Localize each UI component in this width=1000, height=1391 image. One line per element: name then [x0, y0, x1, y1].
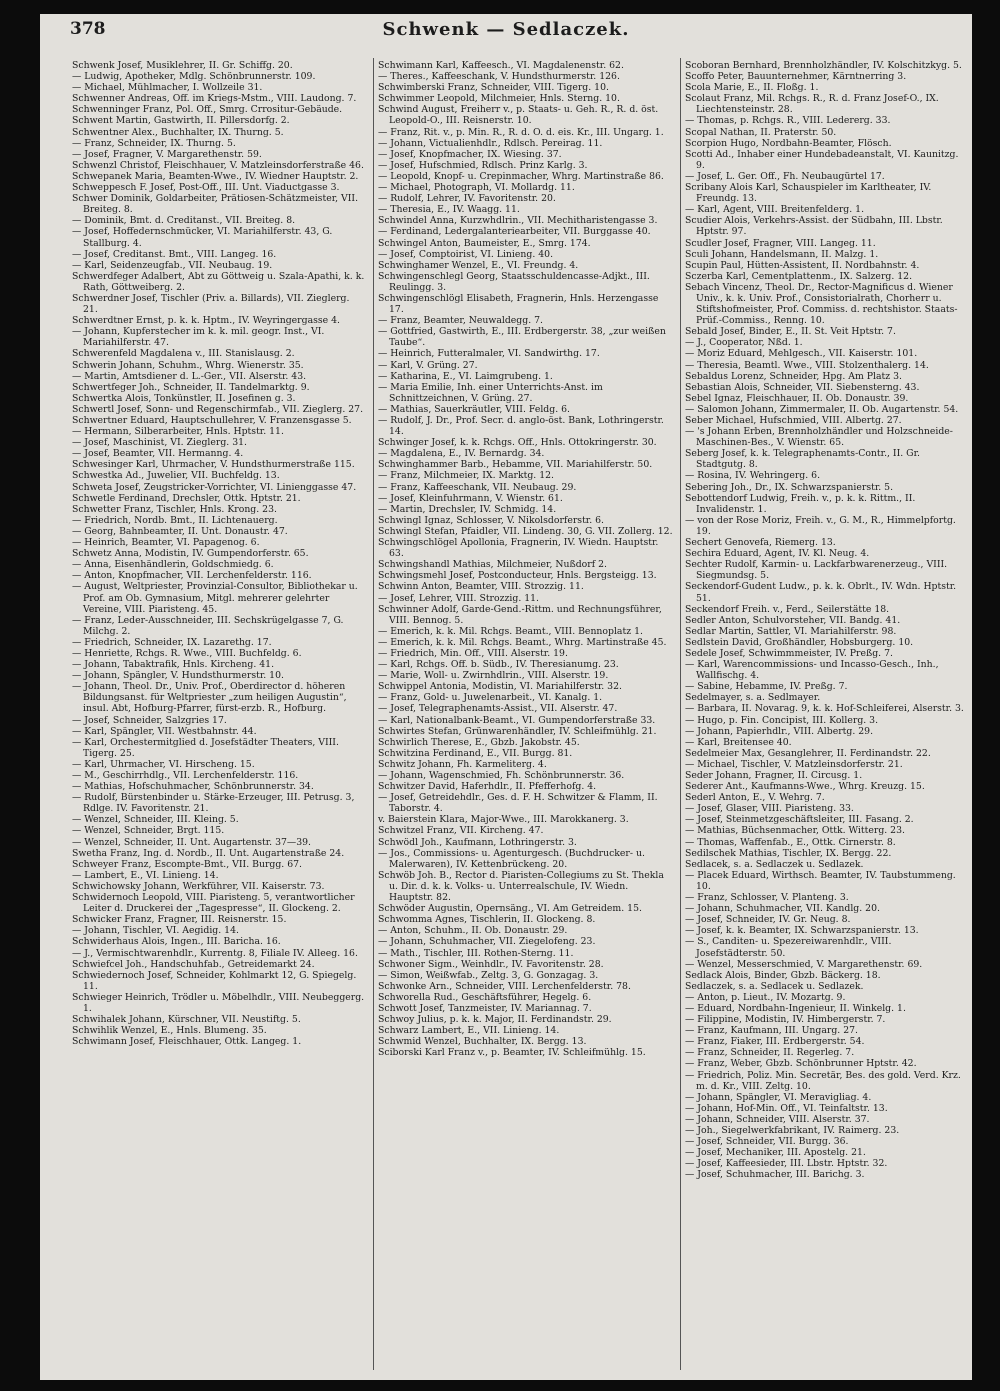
directory-entry: — Filippine, Modistin, IV. Himbergerstr. 7.: [685, 1014, 886, 1026]
directory-entry: Schwerdtner Ernst, p. k. k. Hptm., IV. Weyringergasse 4.: [72, 315, 340, 327]
directory-entry: — Karl, Breitensee 40.: [685, 736, 792, 748]
directory-entry: — Michael, Tischler, V. Matzleinsdorferstr. 21.: [685, 758, 903, 770]
directory-entry: — Josef, Maschinist, VI. Zieglerg. 31.: [72, 437, 247, 449]
directory-entry: — Johann, Tischler, VI. Aegidig. 14.: [72, 925, 239, 937]
directory-entry: Sebald Josef, Binder, E., II. St. Veit Hptstr. 7.: [685, 326, 896, 338]
directory-entry: — Josef, L. Ger. Off., Fh. Neubaugürtel 17.: [685, 170, 885, 182]
directory-entry: Schwingl Stefan, Pfaidler, VII. Lindeng. 30, G. VII. Zollerg. 12.: [378, 525, 673, 537]
directory-entry: Schwimberski Franz, Schneider, VIII. Tigerg. 10.: [378, 82, 609, 94]
directory-entry: Schwirtes Stefan, Grünwarenhändler, IV. Schleifmühlg. 21.: [378, 725, 657, 737]
directory-entry: — Michael, Mühlmacher, I. Wollzeile 31.: [72, 82, 263, 94]
directory-entry: Schwetz Anna, Modistin, IV. Gumpendorferstr. 65.: [72, 548, 309, 560]
directory-entry: — Franz, Kaffeeschank, VII. Neubaug. 29.: [378, 481, 577, 493]
directory-entry: Schwertka Alois, Tonkünstler, II. Josefinen g. 3.: [72, 392, 296, 404]
directory-entry: — Rudolf, J. Dr., Prof. Secr. d. anglo-öst. Bank, Lothringerstr. 14.: [378, 415, 664, 438]
directory-entry: — Karl, Orchestermitglied d. Josefstädter Theaters, VIII. Tigerg. 25.: [72, 736, 339, 759]
directory-entry: — Anna, Eisenhändlerin, Goldschmiedg. 6.: [72, 559, 274, 571]
directory-entry: — Moriz Eduard, Mehlgesch., VII. Kaiserstr. 101.: [685, 348, 918, 360]
directory-entry: — J., Vermischtwarenhdlr., Kurrentg. 8, Filiale IV. Alleeg. 16.: [72, 947, 358, 959]
directory-entry: Sedlar Martin, Sattler, VI. Mariahilferstr. 98.: [685, 625, 897, 637]
directory-entry: Schwichowsky Johann, Werkführer, VII. Kaiserstr. 73.: [72, 880, 325, 892]
directory-entry: Scolaut Franz, Mil. Rchgs. R., R. d. Franz Josef-O., IX. Liechtensteinstr. 28.: [685, 93, 939, 116]
directory-entry: Schweppesch F. Josef, Post-Off., III. Unt. Viaductgasse 3.: [72, 182, 340, 194]
directory-entry: Sebering Joh., Dr., IX. Schwarzspanierstr. 5.: [685, 481, 894, 493]
directory-entry: Schwitzer David, Haferhdlr., II. Pfefferhofg. 4.: [378, 781, 597, 793]
page-header: [40, 14, 972, 50]
directory-entry: Schwitzina Ferdinand, E., VII. Burgg. 81.: [378, 747, 573, 759]
directory-entry: — Georg, Bahnbeamter, II. Unt. Donaustr. 47.: [72, 525, 288, 537]
directory-entry: Schwmid Wenzel, Buchhalter, IX. Bergg. 13.: [378, 1036, 587, 1048]
directory-entry: Sebaldus Lorenz, Schneider, Hpg. Am Platz 3.: [685, 370, 902, 382]
directory-entry: — Josef, Schneider, IV. Gr. Neug. 8.: [685, 914, 851, 926]
directory-entry: — Martin, Drechsler, IV. Schmidg. 14.: [378, 503, 557, 515]
directory-entry: Schwenner Andreas, Off. im Kriegs-Mstm., VIII. Laudong. 7.: [72, 93, 357, 105]
directory-entry: — J., Cooperator, Nßd. 1.: [685, 337, 803, 349]
directory-entry: — Math., Tischler, III. Rothen-Sterng. 11.: [378, 947, 574, 959]
directory-entry: Schwerenfeld Magdalena v., III. Stanislausg. 2.: [72, 348, 295, 360]
directory-entry: — Franz, Milchmeier, IX. Marktg. 12.: [378, 470, 554, 482]
directory-entry: — Johann, Spängler, VI. Meravigliag. 4.: [685, 1091, 872, 1103]
directory-entry: Schwent Martin, Gastwirth, II. Pillersdorfg. 2.: [72, 115, 290, 127]
directory-entry: — August, Weltpriester, Provinzial-Consultor, Bibliothekar u. Prof. am Ob. Gymnasium, Mitgl. mehrerer gelehrter Vereine, VIII. Piaristeng. 45.: [72, 581, 358, 615]
directory-entry: Scola Marie, E., II. Floßg. 1.: [685, 82, 819, 94]
directory-entry: Schwenzl Christof, Fleischhauer, V. Matzleinsdorferstraße 46.: [72, 159, 364, 171]
directory-entry: Schwitzel Franz, VII. Kircheng. 47.: [378, 825, 544, 837]
directory-entry: Sedelmeier Max, Gesanglehrer, II. Ferdinandstr. 22.: [685, 747, 931, 759]
directory-entry: Schwitz Johann, Fh. Karmeliterg. 4.: [378, 758, 547, 770]
directory-entry: — Thomas, Waffenfab., E., Ottk. Cirnerstr. 8.: [685, 836, 896, 848]
directory-entry: Sechert Genovefa, Riemerg. 13.: [685, 537, 836, 549]
directory-entry: — Josef, Schneider, Salzgries 17.: [72, 714, 227, 726]
directory-entry: Schwimann Karl, Kaffeesch., VI. Magdalenenstr. 62.: [378, 60, 624, 71]
directory-entry: Schwöb Joh. B., Rector d. Piaristen-Collegiums zu St. Thekla u. Dir. d. k. k. Volks- u. Unterrealschule, IV. Wiedn. Hauptstr. 82.: [378, 869, 664, 904]
directory-entry: Schwindel Anna, Kurzwhdlrin., VII. Mechitharistengasse 3.: [378, 215, 658, 227]
directory-entry: Sederl Anton, E., V. Wehrg. 7.: [685, 792, 825, 804]
directory-entry: Schwoner Sigm., Weinhdlr., IV. Favoritenstr. 28.: [378, 958, 604, 970]
directory-entry: Schwimann Josef, Fleischhauer, Ottk. Langeg. 1.: [72, 1036, 302, 1048]
directory-entry: Sedlaczek, s. a. Sedlacek u. Sedlazek.: [685, 980, 864, 992]
directory-entry: — Theres., Kaffeeschank, V. Hundsthurmerstr. 126.: [378, 71, 620, 83]
directory-entry: Schwirlich Therese, E., Gbzb. Jakobstr. 45.: [378, 736, 580, 748]
directory-entry: — Anton, Schuhm., II. Ob. Donaustr. 29.: [378, 925, 568, 937]
directory-entry: — Salomon Johann, Zimmermaler, II. Ob. Augartenstr. 54.: [685, 403, 959, 415]
directory-entry: — Placek Eduard, Wirthsch. Beamter, IV. Taubstummeng. 10.: [685, 869, 956, 892]
directory-entry: — Ferdinand, Ledergalanteriearbeiter, VII. Burggasse 40.: [378, 226, 651, 238]
directory-entry: Sedelmayer, s. a. Sedlmayer.: [685, 692, 821, 704]
directory-entry: — Martin, Amtsdiener d. L.-Ger., VII. Alserstr. 43.: [72, 370, 307, 382]
directory-entry: — Josef, Knopfmacher, IX. Wiesing. 37.: [378, 148, 562, 160]
directory-entry: — Karl, Seidenzeugfab., VII. Neubaug. 19.: [72, 259, 273, 271]
directory-entry: Schwingenschlögl Elisabeth, Fragnerin, Hnls. Herzengasse 17.: [378, 292, 659, 316]
directory-entry: — Friedrich, Poliz. Min. Secretär, Bes. des gold. Verd. Krz. m. d. Kr., VIII. Zeltg. 10.: [685, 1069, 961, 1092]
directory-entry: — Gottfried, Gastwirth, E., III. Erdbergerstr. 38, „zur weißen Taube“.: [378, 326, 666, 349]
directory-entry: v. Baierstein Klara, Major-Wwe., III. Marokkanerg. 3.: [378, 814, 629, 826]
directory-entry: — S., Canditen- u. Spezereiwarenhdlr., VIII. Josefstädterstr. 50.: [685, 936, 892, 959]
directory-entry: Schwingshandl Mathias, Milchmeier, Nußdorf 2.: [378, 559, 607, 571]
directory-entry: — Franz, Rit. v., p. Min. R., R. d. O. d. eis. Kr., III. Ungarg. 1.: [378, 126, 664, 138]
directory-entry: Schwingl Ignaz, Schlosser, V. Nikolsdorferstr. 6.: [378, 514, 605, 526]
directory-entry: Sederer Ant., Kaufmanns-Wwe., Whrg. Kreuzg. 15.: [685, 781, 925, 793]
directory-entry: Schwerdner Josef, Tischler (Priv. a. Billards), VII. Zieglerg. 21.: [72, 292, 350, 316]
directory-entry: Schwetle Ferdinand, Drechsler, Ottk. Hptstr. 21.: [72, 492, 301, 504]
directory-entry: — Johann, Spängler, V. Hundsthurmerstr. 10.: [72, 670, 284, 682]
directory-entry: — Emerich, k. k. Mil. Rchgs. Beamt., Whrg. Martinstraße 45.: [378, 636, 667, 648]
directory-entry: Scorpion Hugo, Nordbahn-Beamter, Flösch.: [685, 137, 892, 149]
directory-entry: — Johann, Wagenschmied, Fh. Schönbrunnerstr. 36.: [378, 770, 625, 781]
directory-entry: Schwinghammer Barb., Hebamme, VII. Mariahilferstr. 50.: [378, 459, 653, 471]
directory-entry: Swetha Franz, Ing. d. Nordb., II. Unt. Augartenstraße 24.: [72, 847, 345, 859]
directory-entry: — Josef, Lehrer, VIII. Strozzig. 11.: [378, 592, 540, 604]
directory-entry: — Josef, Comptoirist, VI. Linieng. 40.: [378, 248, 554, 260]
directory-entry: — Anton, p. Lieut., IV. Mozartg. 9.: [685, 991, 846, 1003]
directory-entry: Schwott Josef, Tanzmeister, IV. Mariannag. 7.: [378, 1002, 592, 1014]
directory-entry: — Johann, Tabaktrafik, Hnls. Kircheng. 41.: [72, 659, 275, 671]
directory-entry: — Simon, Weißwfab., Zeltg. 3, G. Gonzagag. 3.: [378, 969, 599, 981]
directory-entry: — Franz, Gold- u. Juwelenarbeit., VI. Kanalg. 1.: [378, 692, 603, 704]
directory-entry: — Johann, Victualienhdlr., Rdlsch. Pereirag. 11.: [378, 137, 603, 149]
directory-entry: Schwinger Josef, k. k. Rchgs. Off., Hnls. Ottokringerstr. 30.: [378, 437, 657, 449]
directory-entry: Scudler Josef, Fragner, VIII. Langeg. 11.: [685, 237, 876, 249]
directory-entry: — Friedrich, Min. Off., VIII. Alserstr. 19.: [378, 647, 568, 659]
directory-entry: Schwentner Alex., Buchhalter, IX. Thurng. 5.: [72, 126, 284, 138]
directory-entry: — Mathias, Büchsenmacher, Ottk. Witterg. 23.: [685, 825, 905, 837]
directory-entry: — von der Rose Moriz, Freih. v., G. M., R., Himmelpfortg. 19.: [685, 514, 956, 537]
directory-entry: — Johann, Schneider, VIII. Alserstr. 37.: [685, 1113, 870, 1125]
directory-entry: Schwihalek Johann, Kürschner, VII. Neustiftg. 5.: [72, 1014, 301, 1026]
directory-entry: — Johann, Theol. Dr., Univ. Prof., Oberdirector d. höheren Bildungsanst. für Weltpriester „zum heiligen Augustin“, insul. Abt, Hofburg-Pfarrer, fürst-erzb. R., Hofburg.: [72, 681, 347, 715]
directory-entry: — Karl, Spängler, VII. Westbahnstr. 44.: [72, 725, 257, 737]
directory-entry: — Jos., Commissions- u. Agenturgesch. (Buchdrucker- u. Malerwaren), IV. Kettenbrückeng. 20.: [378, 847, 645, 870]
directory-entry: — Josef, Telegraphenamts-Assist., VII. Alserstr. 47.: [378, 703, 618, 715]
directory-entry: Schwomma Agnes, Tischlerin, II. Glockeng. 8.: [378, 914, 596, 926]
directory-entry: — Henriette, Rchgs. R. Wwe., VIII. Buchfeldg. 6.: [72, 647, 302, 659]
directory-entry: Schwetter Franz, Tischler, Hnls. Krong. 23.: [72, 503, 277, 515]
directory-entry: Schwesinger Karl, Uhrmacher, V. Hundsthurmerstraße 115.: [72, 459, 355, 471]
directory-entry: Schwenk Josef, Musiklehrer, II. Gr. Schiffg. 20.: [72, 60, 293, 71]
directory-entry: — Karl, V. Grüng. 27.: [378, 359, 478, 371]
directory-entry: — Anton, Knopfmacher, VII. Lerchenfelderstr. 116.: [72, 570, 312, 582]
directory-entry: Sedlacek, s. a. Sedlaczek u. Sedlazek.: [685, 858, 864, 870]
directory-entry: Schwertfeger Joh., Schneider, II. Tandelmarktg. 9.: [72, 381, 310, 393]
directory-entry: — M., Geschirrhdlg., VII. Lerchenfelderstr. 116.: [72, 770, 299, 781]
directory-entry: Sedilschek Mathias, Tischler, IX. Bergg. 22.: [685, 847, 892, 859]
directory-entry: — Josef, Beamter, VII. Hermanng. 4.: [72, 448, 244, 460]
directory-entry: — Leopold, Knopf- u. Crepinmacher, Whrg. Martinstraße 86.: [378, 170, 664, 182]
directory-entry: — Wenzel, Schneider, III. Kleing. 5.: [72, 814, 239, 826]
directory-entry: — Josef, Schneider, VII. Burgg. 36.: [685, 1136, 849, 1148]
directory-entry: Schwingschlögel Apollonia, Fragnerin, IV. Wiedn. Hauptstr. 63.: [378, 537, 659, 560]
directory-entry: Schwicker Franz, Fragner, III. Reisnerstr. 15.: [72, 914, 287, 926]
directory-entry: — Josef, Schuhmacher, III. Barichg. 3.: [685, 1169, 865, 1181]
directory-entry: — Wenzel, Schneider, II. Unt. Augartenstr. 37—39.: [72, 836, 311, 848]
directory-entry: — Josef, Hufschmied, Rdlsch. Prinz Karlg. 3.: [378, 159, 588, 171]
directory-entry: — Mathias, Hofschuhmacher, Schönbrunnerstr. 34.: [72, 781, 314, 793]
directory-entry: Sciborski Karl Franz v., p. Beamter, IV. Schleifmühlg. 15.: [378, 1047, 646, 1059]
directory-entry: Schwiefcel Joh., Handschuhfab., Getreidemarkt 24.: [72, 958, 315, 970]
directory-entry: — Friedrich, Schneider, IX. Lazarethg. 17.: [72, 636, 272, 648]
directory-entry: Schwinghamer Wenzel, E., VI. Freundg. 4.: [378, 259, 579, 271]
directory-entry: — Barbara, II. Novarag. 9, k. k. Hof-Schleiferei, Alserstr. 3.: [685, 703, 964, 715]
directory-entry: Schwidernoch Leopold, VIII. Piaristeng. 5, verantwortlicher Leiter d. Druckerei der „Tagespresse“, II. Glockeng. 2.: [72, 892, 355, 915]
directory-entry: — Theresia, Beamtl. Wwe., VIII. Stolzenthalerg. 14.: [685, 359, 929, 371]
directory-entry: Scribany Alois Karl, Schauspieler im Karltheater, IV. Freundg. 13.: [685, 182, 932, 205]
directory-entry: — Josef, Glaser, VIII. Piaristeng. 33.: [685, 803, 854, 815]
directory-entry: — Karl, Agent, VIII. Breitenfelderg. 1.: [685, 204, 865, 216]
directory-entry: — Franz, Schneider, II. Regerleg. 7.: [685, 1047, 855, 1059]
directory-entry: Schwinner Adolf, Garde-Gend.-Rittm. und Rechnungsführer, VIII. Bennog. 5.: [378, 603, 662, 626]
directory-entry: — Josef, k. k. Beamter, IX. Schwarzspanierstr. 13.: [685, 925, 919, 937]
directory-entry: Schwerin Johann, Schuhm., Whrg. Wienerstr. 35.: [72, 359, 304, 371]
directory-entry: — Josef, Kleinfuhrmann, V. Wienstr. 61.: [378, 492, 563, 504]
directory-entry: Schwarz Lambert, E., VII. Linieng. 14.: [378, 1025, 560, 1037]
directory-entry: Seder Johann, Fragner, II. Circusg. 1.: [685, 770, 863, 781]
directory-entry: Sebach Vincenz, Theol. Dr., Rector-Magnificus d. Wiener Univ., k. k. Univ. Prof., Consistorialrath, Chorherr u. Stiftshofmeister, Prof. Commiss. d. rechtshistor. Staats-Prüf.-Commiss., Renng. 10.: [685, 281, 958, 327]
directory-entry: Scopal Nathan, II. Praterstr. 50.: [685, 126, 837, 138]
directory-entry: Schwihlik Wenzel, E., Hnls. Blumeng. 35.: [72, 1025, 267, 1037]
directory-entry: Schwerdfeger Adalbert, Abt zu Göttweig u. Szala-Apathi, k. k. Rath, Göttweiberg. 2.: [72, 270, 365, 293]
column-3: [685, 60, 965, 1368]
directory-entry: Schwind August, Freiherr v., p. Staats- u. Geh. R., R. d. öst. Leopold-O., III. Reisnerstr. 10.: [378, 104, 659, 127]
directory-entry: Schwingel Anton, Baumeister, E., Smrg. 174.: [378, 237, 591, 249]
directory-entry: Sedele Josef, Schwimmmeister, IV. Preßg. 7.: [685, 647, 893, 659]
directory-entry: Schwimmer Leopold, Milchmeier, Hnls. Sterng. 10.: [378, 93, 620, 105]
directory-entry: Schwingsmehl Josef, Postconducteur, Hnls. Bergsteigg. 13.: [378, 570, 657, 582]
directory-entry: — Josef, Getreidehdlr., Ges. d. F. H. Schwitzer & Flamm, II. Taborstr. 4.: [378, 792, 658, 815]
directory-entry: Schwoy Julius, p. k. k. Major, II. Ferdinandstr. 29.: [378, 1014, 612, 1026]
directory-entry: Sechter Rudolf, Karmin- u. Lackfarbwarenerzeug., VIII. Siegmundsg. 5.: [685, 559, 948, 582]
directory-entry: Schwiderhaus Alois, Ingen., III. Baricha. 16.: [72, 936, 281, 948]
directory-entry: Schworella Rud., Geschäftsführer, Hegelg. 6.: [378, 991, 592, 1003]
column-divider: [680, 58, 681, 1370]
directory-entry: Schwepanek Maria, Beamten-Wwe., IV. Wiedner Hauptstr. 2.: [72, 170, 359, 182]
directory-entry: — Maria Emilie, Inh. einer Unterrichts-Anst. im Schnittzeichnen, V. Grüng. 27.: [378, 381, 603, 404]
directory-page: [40, 14, 972, 1380]
directory-entry: Seber Michael, Hufschmied, VIII. Albertg. 27.: [685, 415, 902, 426]
directory-entry: — Emerich, k. k. Mil. Rchgs. Beamt., VIII. Bennoplatz 1.: [378, 625, 643, 637]
directory-entry: — Hermann, Silberarbeiter, Hnls. Hptstr. 11.: [72, 426, 284, 438]
directory-entry: — Dominik, Bmt. d. Creditanst., VII. Breiteg. 8.: [72, 215, 296, 227]
directory-entry: — Karl, Rchgs. Off. b. Südb., IV. Theresianumg. 23.: [378, 659, 619, 671]
directory-entry: Scudier Alois, Verkehrs-Assist. der Südbahn, III. Lbstr. Hptstr. 97.: [685, 215, 943, 238]
column-divider: [373, 58, 374, 1370]
directory-entry: Sculi Johann, Handelsmann, II. Malzg. 1.: [685, 248, 879, 260]
directory-entry: — Lambert, E., VI. Linieng. 14.: [72, 869, 219, 881]
directory-entry: Schweta Josef, Zeugstricker-Vorrichter, VI. Linienggasse 47.: [72, 481, 357, 493]
directory-entry: — Franz, Leder-Ausschneider, III. Sechskrügelgasse 7, G. Milchg. 2.: [72, 614, 344, 637]
directory-entry: Schwödl Joh., Kaufmann, Lothringerstr. 3.: [378, 836, 577, 848]
directory-entry: — Wenzel, Schneider, Brgt. 115.: [72, 825, 225, 837]
directory-entry: — Katharina, E., VI. Laimgrubeng. 1.: [378, 370, 553, 382]
directory-entry: — Josef, Hoffedernschmücker, VI. Mariahilferstr. 43, G. Stallburg. 4.: [72, 226, 333, 249]
directory-entry: — Theresia, E., IV. Waagg. 11.: [378, 204, 520, 216]
directory-entry: — Johann, Papierhdlr., VIII. Albertg. 29.: [685, 725, 874, 737]
directory-entry: Sedlstein David, Großhändler, Hobsburgerg. 10.: [685, 636, 914, 648]
directory-entry: Sedler Anton, Schulvorsteher, VII. Bandg. 41.: [685, 614, 901, 626]
directory-entry: — Josef, Kaffeesieder, III. Lbstr. Hptstr. 32.: [685, 1158, 888, 1170]
directory-entry: — Karl, Uhrmacher, VI. Hirscheng. 15.: [72, 758, 255, 770]
directory-entry: Sebottendorf Ludwig, Freih. v., p. k. k. Rittm., II. Invalidenstr. 1.: [685, 492, 916, 515]
directory-entry: — Ludwig, Apotheker, Mdlg. Schönbrunnerstr. 109.: [72, 71, 316, 83]
directory-entry: Schwippel Antonia, Modistin, VI. Mariahilferstr. 32.: [378, 681, 622, 693]
column-1: [72, 60, 367, 1368]
directory-entry: Sebel Ignaz, Fleischhauer, II. Ob. Donaustr. 39.: [685, 392, 909, 404]
directory-entry: Sczerba Karl, Cementplattenm., IX. Salzerg. 12.: [685, 270, 913, 282]
directory-entry: — Franz, Weber, Gbzb. Schönbrunner Hptstr. 42.: [685, 1058, 917, 1070]
directory-entry: — Rudolf, Bürstenbinder u. Stärke-Erzeuger, III. Petrusg. 3, Rdlge. IV. Favoritenstr. 21.: [72, 792, 355, 815]
directory-entry: — Johann, Hof-Min. Off., VI. Teinfaltstr. 13.: [685, 1102, 888, 1114]
directory-entry: — Johann, Schuhmacher, VII. Kandlg. 20.: [685, 903, 880, 915]
directory-entry: Schwertner Eduard, Hauptschullehrer, V. Franzensgasse 5.: [72, 415, 352, 426]
page-number: 378: [70, 19, 106, 39]
directory-entry: — Johann, Schuhmacher, VII. Ziegelofeng. 23.: [378, 936, 596, 948]
directory-entry: Scupin Paul, Hütten-Assistent, II. Nordbahnstr. 4.: [685, 259, 920, 271]
directory-entry: Sechira Eduard, Agent, IV. Kl. Neug. 4.: [685, 548, 870, 560]
directory-entry: — Friedrich, Nordb. Bmt., II. Lichtenauerg.: [72, 514, 278, 526]
directory-entry: Schwöder Augustin, Opernsäng., VI. Am Getreidem. 15.: [378, 903, 642, 915]
directory-entry: Schwestka Ad., Juwelier, VII. Buchfeldg. 13.: [72, 470, 280, 482]
directory-entry: — Josef, Mechaniker, III. Apostelg. 21.: [685, 1147, 866, 1159]
directory-entry: — Hugo, p. Fin. Concipist, III. Kollerg. 3.: [685, 714, 879, 726]
directory-entry: Schweyer Franz, Escompte-Bmt., VII. Burgg. 67.: [72, 858, 302, 870]
directory-entry: Schwer Dominik, Goldarbeiter, Prätiosen-Schätzmeister, VII. Breiteg. 8.: [72, 193, 359, 216]
directory-entry: — Franz, Schlosser, V. Planteng. 3.: [685, 892, 849, 904]
directory-entry: — Karl, Nationalbank-Beamt., VI. Gumpendorferstraße 33.: [378, 714, 656, 726]
directory-entry: Schwingenschlegl Georg, Staatsschuldencasse-Adjkt., III. Reulingg. 3.: [378, 270, 650, 293]
directory-entry: — Mathias, Sauerkräutler, VIII. Feldg. 6.: [378, 403, 570, 415]
page-title: Schwenk — Sedlaczek.: [382, 19, 630, 40]
directory-entry: — 's Johann Erben, Brennholzhändler und Holzschneide-Maschinen-Bes., V. Wienstr. 65.: [685, 426, 953, 449]
directory-entry: Schwenninger Franz, Pol. Off., Smrg. Crrositur-Gebäude.: [72, 104, 343, 116]
directory-entry: Scotti Ad., Inhaber einer Hundebadeanstalt, VI. Kaunitzg. 9.: [685, 148, 959, 171]
directory-entry: — Rudolf, Lehrer, IV. Favoritenstr. 20.: [378, 193, 556, 205]
directory-entry: — Franz, Fiaker, III. Erdbergerstr. 54.: [685, 1036, 865, 1048]
directory-entry: Schwinn Anton, Beamter, VIII. Strozzig. 11.: [378, 581, 584, 593]
directory-entry: — Rosina, IV. Wehringerg. 6.: [685, 470, 821, 482]
directory-entry: Sebastian Alois, Schneider, VII. Siebensterng. 43.: [685, 381, 920, 393]
directory-entry: Schwiedernoch Josef, Schneider, Kohlmarkt 12, G. Spiegelg. 11.: [72, 969, 357, 992]
directory-entry: Scoboran Bernhard, Brennholzhändler, IV. Kolschitzkyg. 5.: [685, 60, 962, 71]
directory-entry: — Wenzel, Messerschmied, V. Margarethenstr. 69.: [685, 958, 923, 970]
directory-entry: Seberg Josef, k. k. Telegraphenamts-Contr., II. Gr. Stadtgutg. 8.: [685, 448, 920, 471]
directory-entry: — Thomas, p. Rchgs. R., VIII. Ledererg. 33.: [685, 115, 891, 127]
directory-entry: Schwonke Arn., Schneider, VIII. Lerchenfelderstr. 78.: [378, 980, 631, 992]
directory-entry: — Magdalena, E., IV. Bernardg. 34.: [378, 448, 545, 460]
directory-entry: — Heinrich, Futteralmaler, VI. Sandwirthg. 17.: [378, 348, 600, 360]
directory-entry: Schwertl Josef, Sonn- und Regenschirmfab., VII. Zieglerg. 27.: [72, 403, 364, 415]
directory-entry: — Marie, Woll- u. Zwirnhdlrin., VIII. Alserstr. 19.: [378, 670, 609, 682]
directory-entry: — Sabine, Hebamme, IV. Preßg. 7.: [685, 681, 848, 693]
directory-entry: — Josef, Creditanst. Bmt., VIII. Langeg. 16.: [72, 248, 277, 260]
directory-entry: Sedlack Alois, Binder, Gbzb. Bäckerg. 18.: [685, 969, 881, 981]
directory-entry: — Karl, Warencommissions- und Incasso-Gesch., Inh., Wallfischg. 4.: [685, 659, 939, 682]
directory-entry: — Heinrich, Beamter, VI. Papagenog. 6.: [72, 537, 260, 549]
directory-entry: Seckendorf Freih. v., Ferd., Seilerstätte 18.: [685, 603, 890, 615]
directory-entry: Scoffo Peter, Bauunternehmer, Kärntnerring 3.: [685, 71, 907, 83]
directory-entry: Seckendorf-Gudent Ludw., p. k. k. Obrlt., IV. Wdn. Hptstr. 51.: [685, 581, 957, 604]
directory-entry: — Eduard, Nordbahn-Ingenieur, II. Winkelg. 1.: [685, 1002, 906, 1014]
directory-entry: — Josef, Steinmetzgeschäftsleiter, III. Fasang. 2.: [685, 814, 914, 826]
directory-entry: — Franz, Beamter, Neuwaldegg. 7.: [378, 315, 543, 327]
directory-entry: — Michael, Photograph, VI. Mollardg. 11.: [378, 182, 575, 194]
directory-entry: Schwieger Heinrich, Trödler u. Möbelhdlr., VIII. Neubeggerg. 1.: [72, 991, 365, 1014]
column-2: [378, 60, 674, 1368]
directory-entry: — Josef, Fragner, V. Margarethenstr. 59.: [72, 148, 262, 160]
directory-entry: — Johann, Kupferstecher im k. k. mil. geogr. Inst., VI. Mariahilferstr. 47.: [72, 326, 325, 349]
directory-entry: — Joh., Siegelwerkfabrikant, IV. Raimerg. 23.: [685, 1125, 900, 1136]
directory-entry: — Franz, Kaufmann, III. Ungarg. 27.: [685, 1025, 858, 1037]
directory-entry: — Franz, Schneider, IX. Thurng. 5.: [72, 137, 236, 149]
